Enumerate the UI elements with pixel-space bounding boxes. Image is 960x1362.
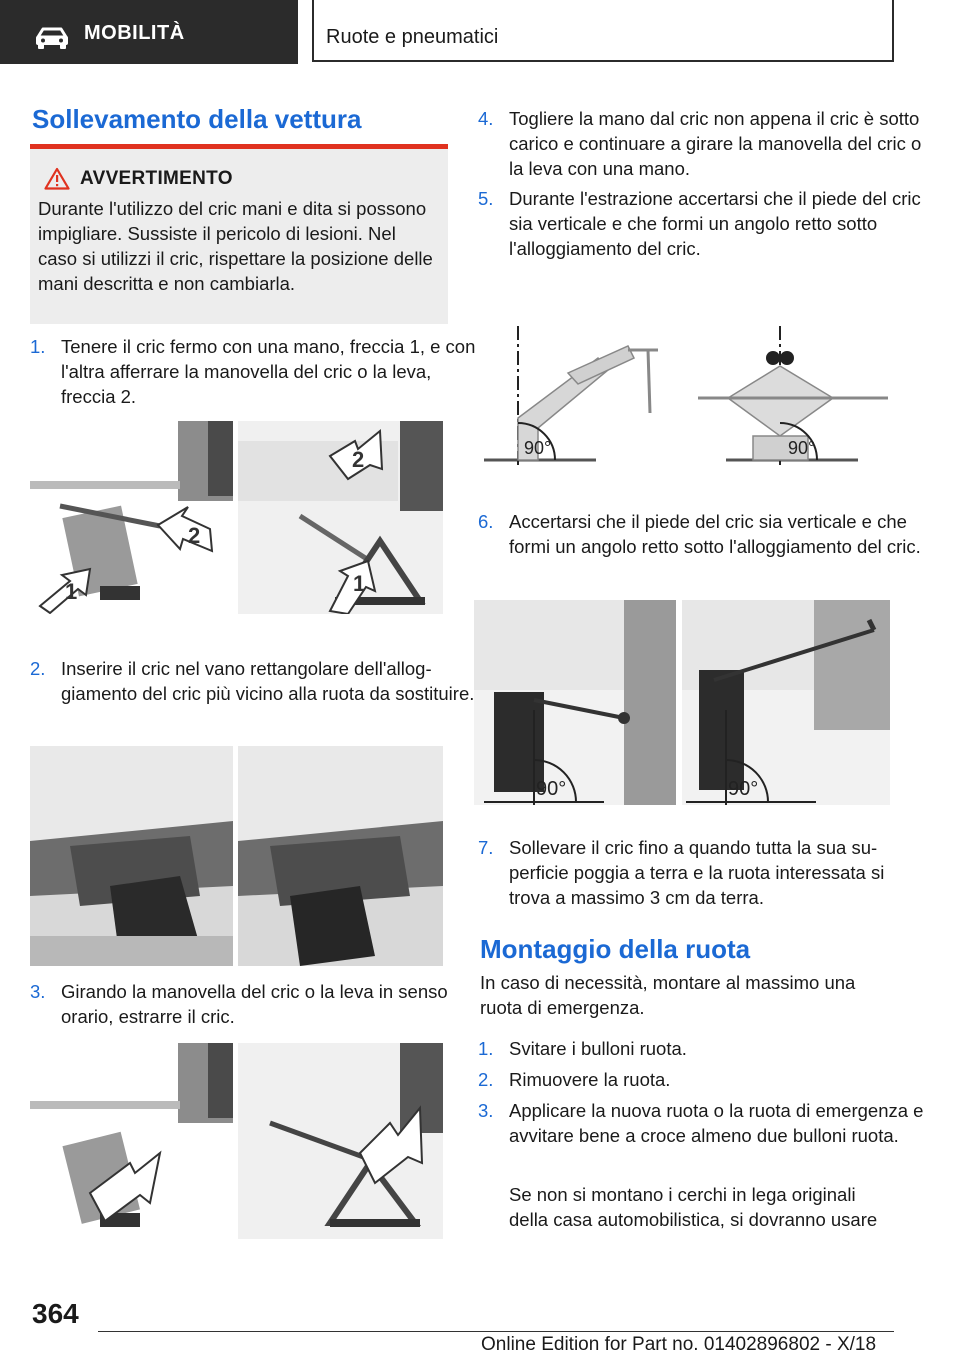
jack-hold-illustration xyxy=(30,421,443,614)
angle-label-photo-left: 90° xyxy=(536,778,567,800)
step-number: 1. xyxy=(30,336,46,357)
step-1 xyxy=(30,334,479,409)
edition-text: Online Edition for Part no. 01402896802 - X/18 xyxy=(481,1334,877,1355)
step-text: Inserire il cric nel vano rettangolare dell'alloggiamento del cric più vicino alla ruota da sostituire. xyxy=(61,658,475,704)
warning-label: AVVERTIMENTO xyxy=(80,167,233,189)
step-text: Togliere la mano dal cric non appena il cric è sotto carico e continuare a girare la manovella del cric o la leva con una mano. xyxy=(509,108,922,179)
step-number: 5. xyxy=(478,188,494,209)
mount-step-2 xyxy=(478,1067,925,1092)
step-number: 1. xyxy=(478,1038,494,1059)
step-number: 3. xyxy=(478,1100,494,1121)
note-text: Se non si montano i cerchi in lega originali della casa automobilistica, si dovranno usare xyxy=(509,1184,878,1230)
jack-vertical-photo xyxy=(474,600,890,805)
step-5 xyxy=(478,186,925,261)
warning-text: Durante l'utilizzo del cric mani e dita si possono impigliare. Sussiste il pericolo di lesioni. Nel caso si utilizzi il cric, rispettare la posizione delle mani descritta e non cambiarla. xyxy=(38,198,433,294)
intro-text: In caso di necessità, montare al massimo una ruota di emergenza. xyxy=(480,972,856,1018)
step-number: 3. xyxy=(30,981,46,1002)
car-icon xyxy=(34,27,70,49)
section-title: MOBILITÀ xyxy=(84,22,185,44)
jack-seat-photo xyxy=(30,746,443,966)
warning-box xyxy=(30,144,448,324)
subsection-heading: Montaggio della ruota xyxy=(480,934,751,964)
jack-crank-illustration xyxy=(30,1043,443,1239)
angle-label-photo-right: 90° xyxy=(728,778,759,800)
warning-triangle-icon xyxy=(44,167,70,190)
warning-header xyxy=(44,167,438,190)
step-text: Tenere il cric fermo con una mano, freccia 1, e con l'altra afferrare la manovella del cric o la leva, freccia 2. xyxy=(61,336,476,407)
chapter-title: Ruote e pneumatici xyxy=(326,26,499,48)
mount-step-3 xyxy=(478,1098,925,1148)
right-angle-diagram xyxy=(478,318,894,468)
step-number: 4. xyxy=(478,108,494,129)
step-text: Accertarsi che il piede del cric sia verticale e che formi un angolo retto sotto l'alloggiamento del cric. xyxy=(509,511,921,557)
step-text: Sollevare il cric fino a quando tutta la sua superficie poggia a terra e la ruota interessata si trova a massimo 3 cm da terra. xyxy=(509,837,885,908)
step-number: 6. xyxy=(478,511,494,532)
step-4 xyxy=(478,106,925,181)
step-number: 2. xyxy=(30,658,46,679)
arrow-label-1-right: 1 xyxy=(353,571,366,596)
step-3 xyxy=(30,979,479,1029)
arrow-label-2-right: 2 xyxy=(352,447,365,472)
step-number: 2. xyxy=(478,1069,494,1090)
footer-divider xyxy=(98,1331,894,1332)
step-2 xyxy=(30,656,479,706)
section-heading: Sollevamento della vettura xyxy=(32,104,362,134)
step-number: 7. xyxy=(478,837,494,858)
mount-step-1 xyxy=(478,1036,925,1061)
arrow-label-1: 1 xyxy=(65,579,78,604)
arrow-label-2: 2 xyxy=(188,523,201,548)
chapter-tab xyxy=(312,0,894,62)
step-text: Svitare i bulloni ruota. xyxy=(509,1038,687,1059)
step-text: Girando la manovella del cric o la leva in senso orario, estrarre il cric. xyxy=(61,981,448,1027)
header-section-tab xyxy=(0,0,298,64)
step-text: Applicare la nuova ruota o la ruota di emergenza e avvitare bene a croce almeno due bulloni ruota. xyxy=(509,1100,924,1146)
page-number: 364 xyxy=(32,1298,79,1329)
step-6 xyxy=(478,509,925,559)
step-text: Rimuovere la ruota. xyxy=(509,1069,671,1090)
step-7 xyxy=(478,835,925,910)
angle-label-right: 90° xyxy=(788,438,816,458)
step-text: Durante l'estrazione accertarsi che il piede del cric sia verticale e che formi un angolo retto sotto l'alloggiamento del cric. xyxy=(509,188,921,259)
angle-label-left: 90° xyxy=(524,438,552,458)
